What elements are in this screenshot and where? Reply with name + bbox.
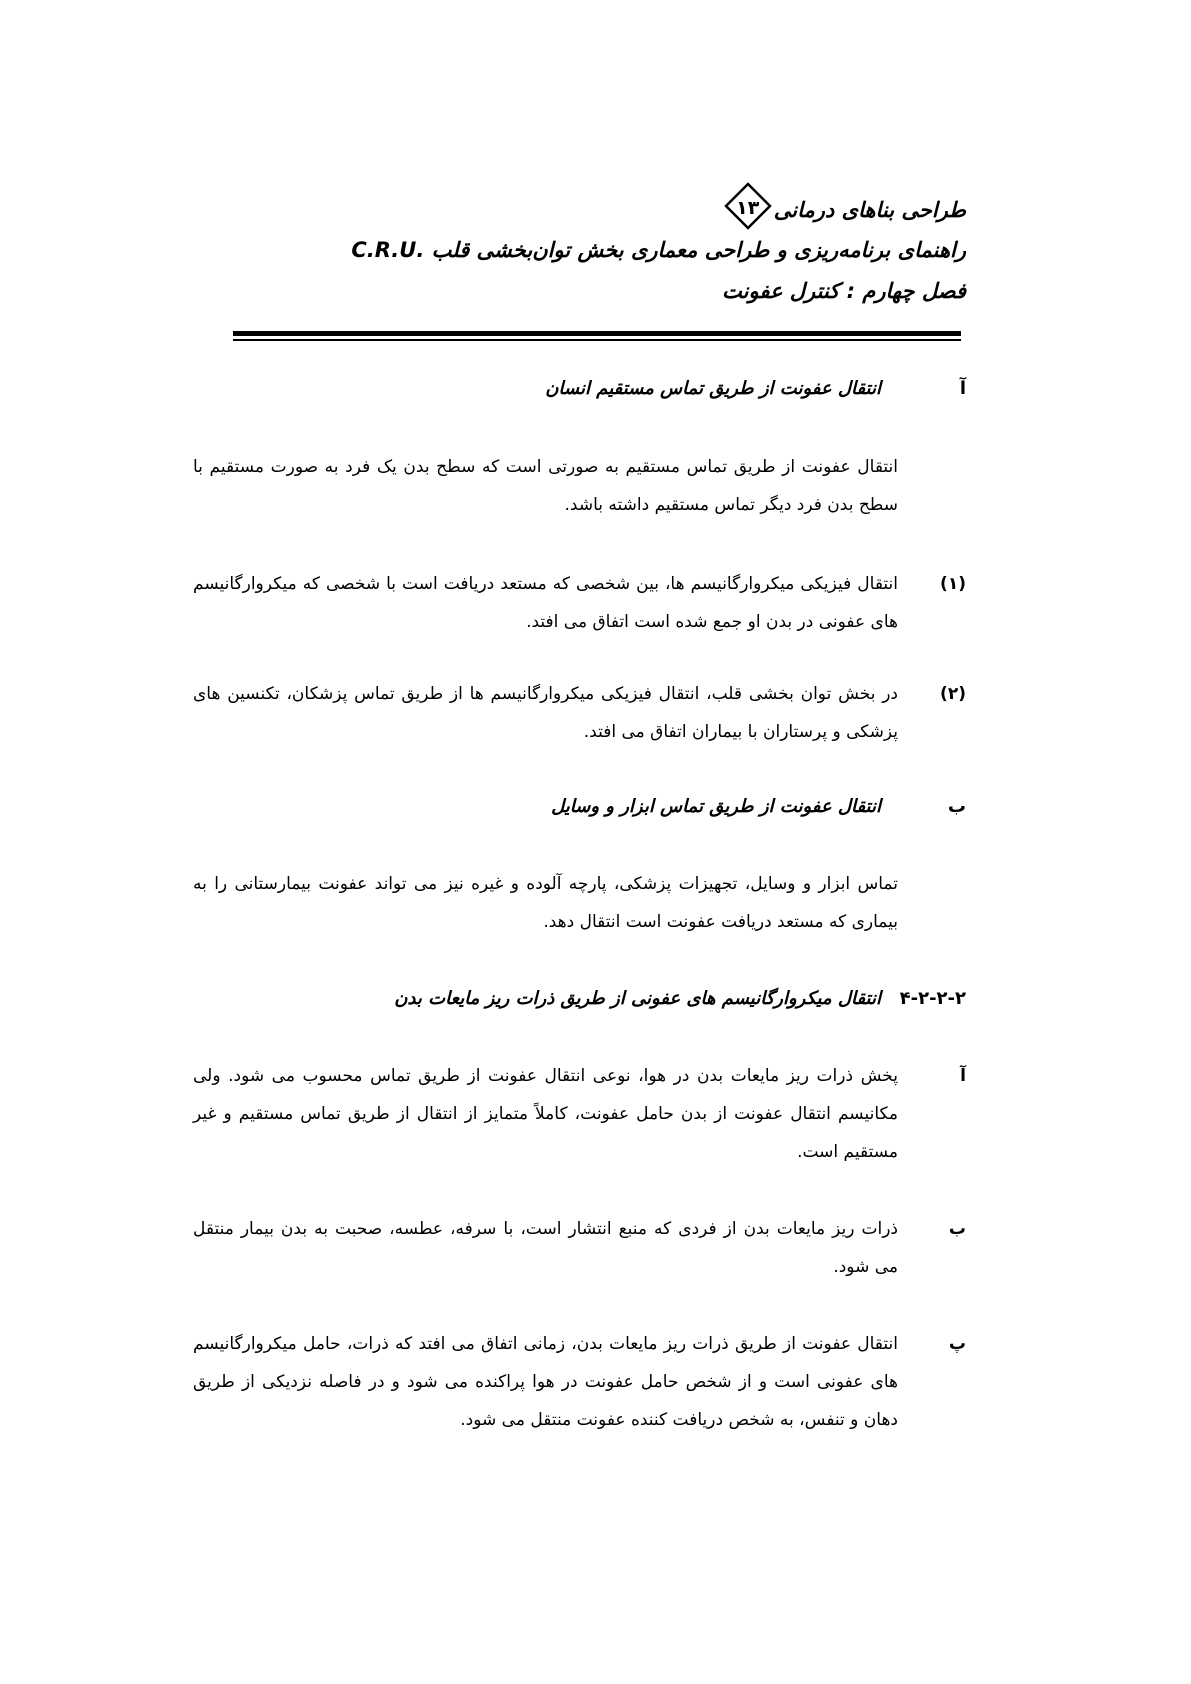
- page-number-badge: [724, 182, 772, 230]
- list-item-letter: پ: [948, 1334, 966, 1354]
- list-item-text: پخش ذرات ریز مایعات بدن در هوا، نوعی انتقال عفونت از طریق تماس محسوب می شود. ولی مکانیسم انتقال عفونت از بدن حامل عفونت، کاملاً متمایز از انتقال از طریق تماس مستقیم و غیر مستقیم است.: [193, 1066, 898, 1162]
- list-item-letter: آ: [960, 1066, 966, 1086]
- header-book-title: [722, 192, 966, 230]
- header-guide-title: راهنمای برنامه‌ریزی و طراحی معماری بخش توان‌بخشی قلب .C.R.U: [351, 238, 966, 262]
- list-item-text: در بخش توان بخشی قلب، انتقال فیزیکی میکروارگانیسم ها از طریق تماس پزشکان، تکنسین های پزشکی و پرستاران با بیماران اتفاق می افتد.: [193, 684, 898, 742]
- section-number: ۴-۲-۲-۲: [899, 988, 966, 1009]
- list-item-letter: ب: [948, 1219, 966, 1239]
- header-book-title-text: طراحی بناهای درمانی: [773, 198, 966, 222]
- section-heading-text: انتقال میکروارگانیسم های عفونی از طریق ذرات ریز مایعات بدن: [394, 988, 881, 1009]
- section-heading-b: [206, 790, 966, 824]
- section-heading-text: انتقال عفونت از طریق تماس مستقیم انسان: [545, 378, 881, 399]
- paragraph: انتقال عفونت از طریق تماس مستقیم به صورتی است که سطح بدن یک فرد به صورت مستقیم با سطح بدن فرد دیگر تماس مستقیم داشته باشد.: [193, 457, 898, 515]
- section-heading-text: انتقال عفونت از طریق تماس ابزار و وسایل: [551, 796, 881, 817]
- section-marker: آ: [959, 378, 966, 399]
- list-item-text: انتقال عفونت از طریق ذرات ریز مایعات بدن، زمانی اتفاق می افتد که ذرات، حامل میکروارگانیسم های عفونی است و از شخص حامل عفونت در هوا پراکنده می شود و در فاصله نزدیکی از طریق دهان و تنفس، به شخص دریافت کننده عفونت منتقل می شود.: [193, 1334, 898, 1430]
- list-item-text: ذرات ریز مایعات بدن از فردی که منبع انتشار است، با سرفه، عطسه، صحبت به بدن بیمار منتقل می شود.: [193, 1219, 898, 1277]
- section-heading-4-2-2-2: [206, 982, 966, 1016]
- page-number: ۱۳: [736, 197, 760, 219]
- list-item-number: (۲): [940, 684, 966, 704]
- header-rule-thick: [233, 331, 961, 336]
- paragraph: تماس ابزار و وسایل، تجهیزات پزشکی، پارچه آلوده و غیره نیز می تواند عفونت بیمارستانی را به بیماری که مستعد دریافت عفونت است انتقال دهد.: [193, 874, 898, 932]
- header-chapter-title: فصل چهارم : کنترل عفونت: [722, 279, 966, 303]
- header-rule-thin: [233, 339, 961, 341]
- section-heading-a: [206, 372, 966, 406]
- section-marker: ب: [947, 796, 966, 817]
- list-item-text: انتقال فیزیکی میکروارگانیسم ها، بین شخصی که مستعد دریافت است با شخصی که میکروارگانیسم های عفونی در بدن او جمع شده است اتفاق می افتد.: [193, 574, 898, 632]
- list-item-number: (۱): [940, 574, 966, 594]
